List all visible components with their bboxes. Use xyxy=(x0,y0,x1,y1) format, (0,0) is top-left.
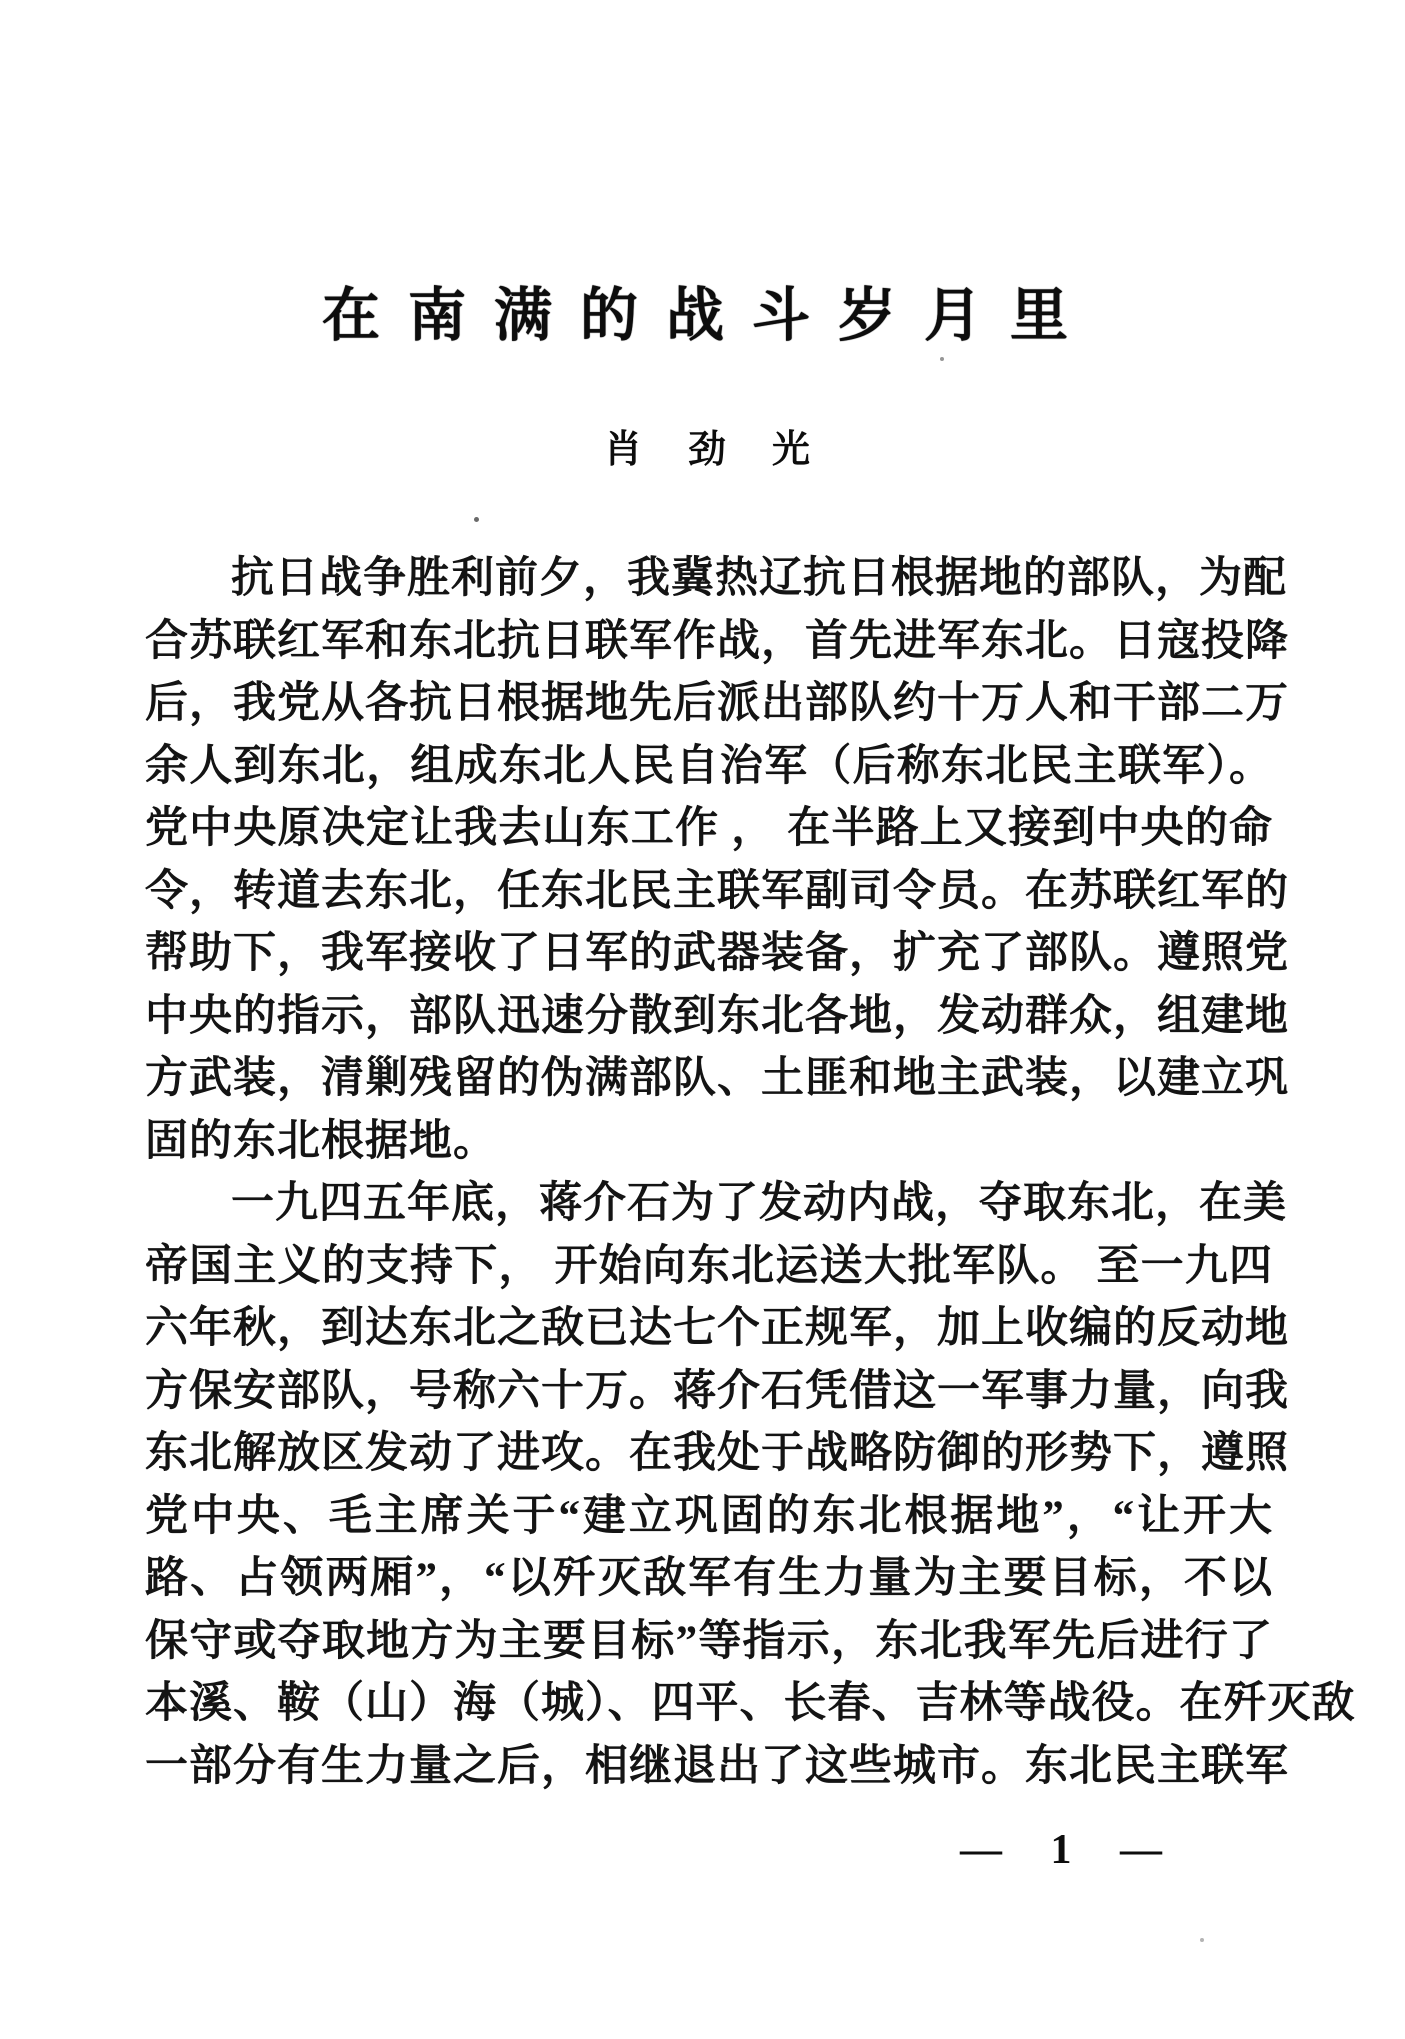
body-text xyxy=(145,548,1356,1798)
text-line: 后，我党从各抗日根据地先后派出部队约十万人和干部二万 xyxy=(145,680,1289,727)
text-line: 一部分有生力量之后，相继退出了这些城市。东北民主联军 xyxy=(145,1742,1289,1790)
text-line: 帮助下，我军接收了日军的武器装备，扩充了部队。遵照党 xyxy=(145,930,1289,977)
text-line: 本溪、鞍（山）海（城）、四平、长春、吉林等战役。在歼灭敌 xyxy=(145,1680,1356,1727)
scan-speck xyxy=(474,517,479,522)
author-name: 肖 劲 光 xyxy=(603,429,814,471)
text-line: 一九四五年底，蒋介石为了发动内战，夺取东北，在美 xyxy=(231,1180,1287,1227)
text-line: 合苏联红军和东北抗日联军作战，首先进军东北。日寇投降 xyxy=(145,617,1289,665)
text-line: 帝国主义的支持下， 开始向东北运送大批军队。 至一九四 xyxy=(145,1242,1273,1290)
scan-speck xyxy=(1200,1938,1204,1942)
text-line: 抗日战争胜利前夕，我冀热辽抗日根据地的部队，为配 xyxy=(231,555,1287,602)
text-line: 令，转道去东北，任东北民主联军副司令员。在苏联红军的 xyxy=(145,867,1289,915)
text-line: 保守或夺取地方为主要目标”等指示，东北我军先后进行了 xyxy=(145,1617,1273,1665)
text-line: 固的东北根据地。 xyxy=(145,1117,497,1165)
paragraph-1 xyxy=(145,548,1289,1173)
text-line: 方武装，清剿残留的伪满部队、土匪和地主武装，以建立巩 xyxy=(145,1055,1289,1102)
text-line: 方保安部队，号称六十万。蒋介石凭借这一军事力量，向我 xyxy=(145,1367,1289,1415)
text-line: 党中央原决定让我去山东工作 ， 在半路上又接到中央的命 xyxy=(145,805,1273,852)
text-line: 路、占领两厢”，“以歼灭敌军有生力量为主要目标，不以 xyxy=(145,1555,1273,1602)
text-line: 党中央、毛主席关于“建立巩固的东北根据地”，“让开大 xyxy=(145,1492,1273,1540)
scan-speck xyxy=(940,357,944,361)
text-line: 六年秋，到达东北之敌已达七个正规军，加上收编的反动地 xyxy=(145,1305,1289,1352)
text-line: 余人到东北，组成东北人民自治军（后称东北民主联军）。 xyxy=(145,742,1273,790)
page-number: — 1 — xyxy=(960,1827,1168,1873)
text-line: 中央的指示，部队迅速分散到东北各地，发动群众，组建地 xyxy=(145,992,1289,1040)
page-title: 在南满的战斗岁月里 xyxy=(321,283,1096,348)
paragraph-2 xyxy=(145,1173,1356,1798)
text-line: 东北解放区发动了进攻。在我处于战略防御的形势下，遵照 xyxy=(145,1430,1289,1477)
